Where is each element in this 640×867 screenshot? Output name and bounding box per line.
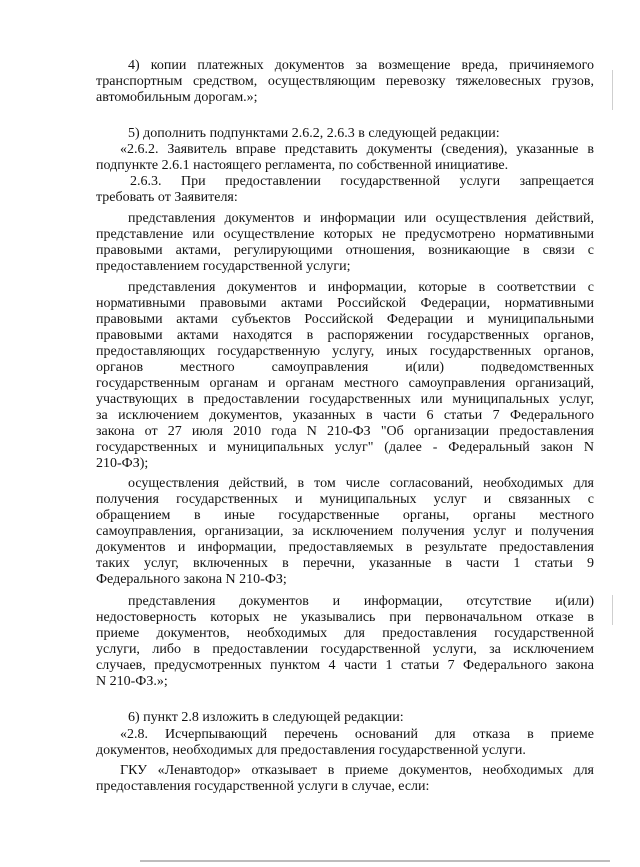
item-3-line-3: обращением в иные государственные органы, органы местного (96, 508, 594, 523)
item-2-line-11: государственных и муниципальных услуг" (далее - Федеральный закон N (96, 440, 594, 455)
item-3-line-2: получения государственных и муниципальных услуг и связанных с (96, 492, 594, 507)
refusal-line-1: ГКУ «Ленавтодор» отказывает в приеме документов, необходимых для (120, 763, 594, 778)
clause-2-8-line-2: документов, необходимых для предоставления государственной услуги. (96, 743, 526, 758)
item-3-line-4: самоуправления, организации, за исключением получения услуг и получения (96, 524, 594, 539)
clause-2-8-line-1: «2.8. Исчерпывающий перечень оснований для отказа в приеме (120, 727, 594, 742)
item-4-line-5: случаев, предусмотренных пунктом 4 части 1 статьи 7 Федерального закона (96, 658, 594, 673)
item-2-line-6: органов местного самоуправления и(или) подведомственных (96, 360, 594, 375)
clause-2-6-3-line-1: 2.6.3. При предоставлении государственной услуги запрещается (130, 174, 594, 189)
item-3-line-7: Федерального закона N 210-ФЗ; (96, 572, 287, 587)
item-2-line-5: предоставляющих государственную услугу, иных государственных органов, (96, 344, 594, 359)
item-2-line-3: правовыми актами субъектов Российской Федерации и муниципальными (96, 312, 594, 327)
refusal-line-2: предоставления государственной услуги в случае, если: (96, 779, 430, 794)
item-3-line-1: осуществления действий, в том числе согласований, необходимых для (128, 476, 594, 491)
paragraph-4-line-1: 4) копии платежных документов за возмещение вреда, причиняемого (128, 58, 594, 73)
paragraph-6-heading: 6) пункт 2.8 изложить в следующей редакции: (128, 710, 404, 725)
item-2-line-1: представления документов и информации, которые в соответствии с (128, 280, 594, 295)
item-2-line-2: нормативными правовыми актами Российской Федерации, нормативными (96, 296, 594, 311)
item-4-line-4: услуги, либо в предоставлении государственной услуги, за исключением (96, 642, 594, 657)
paragraph-4-line-3: автомобильным дорогам.»; (96, 90, 258, 105)
item-1-line-1: представления документов и информации или осуществления действий, (128, 211, 594, 226)
item-4-line-1: представления документов и информации, отсутствие и(или) (128, 594, 594, 609)
item-4-line-6: N 210-ФЗ.»; (96, 674, 168, 689)
scan-bottom-edge (140, 860, 610, 862)
item-2-line-12: 210-ФЗ); (96, 456, 149, 471)
item-3-line-5: документов и информации, предоставляемых в результате предоставления (96, 540, 594, 555)
item-4-line-2: недостоверность которых не указывались при первоначальном отказе в (96, 610, 594, 625)
paragraph-4-line-2: транспортным средством, осуществляющим перевозку тяжеловесных грузов, (96, 74, 594, 89)
item-2-line-4: правовыми актами находятся в распоряжении государственных органов, (96, 328, 594, 343)
item-2-line-10: закона от 27 июля 2010 года N 210-ФЗ "Об организации предоставления (96, 424, 594, 439)
clause-2-6-2-line-2: подпункте 2.6.1 настоящего регламента, по собственной инициативе. (96, 158, 509, 173)
item-3-line-6: таких услуг, включенных в перечни, указанные в части 1 статьи 9 (96, 556, 594, 571)
scan-edge-mark (612, 595, 613, 625)
item-1-line-3: правовыми актами, регулирующими отношения, возникающие в связи с (96, 243, 594, 258)
paragraph-5-heading: 5) дополнить подпунктами 2.6.2, 2.6.3 в следующей редакции: (128, 126, 500, 141)
clause-2-6-3-line-2: требовать от Заявителя: (96, 190, 238, 205)
item-1-line-4: предоставлением государственной услуги; (96, 259, 351, 274)
scan-edge-mark (612, 70, 613, 110)
item-1-line-2: представление или осуществление которых не предусмотрено нормативными (96, 227, 594, 242)
item-2-line-8: участвующих в предоставлении государственных или муниципальных услуг, (96, 392, 594, 407)
clause-2-6-2-line-1: «2.6.2. Заявитель вправе представить документы (сведения), указанные в (120, 142, 594, 157)
item-4-line-3: приеме документов, необходимых для предоставления государственной (96, 626, 594, 641)
item-2-line-9: за исключением документов, указанных в части 6 статьи 7 Федерального (96, 408, 594, 423)
item-2-line-7: государственным органам и органам местного самоуправления организаций, (96, 376, 594, 391)
